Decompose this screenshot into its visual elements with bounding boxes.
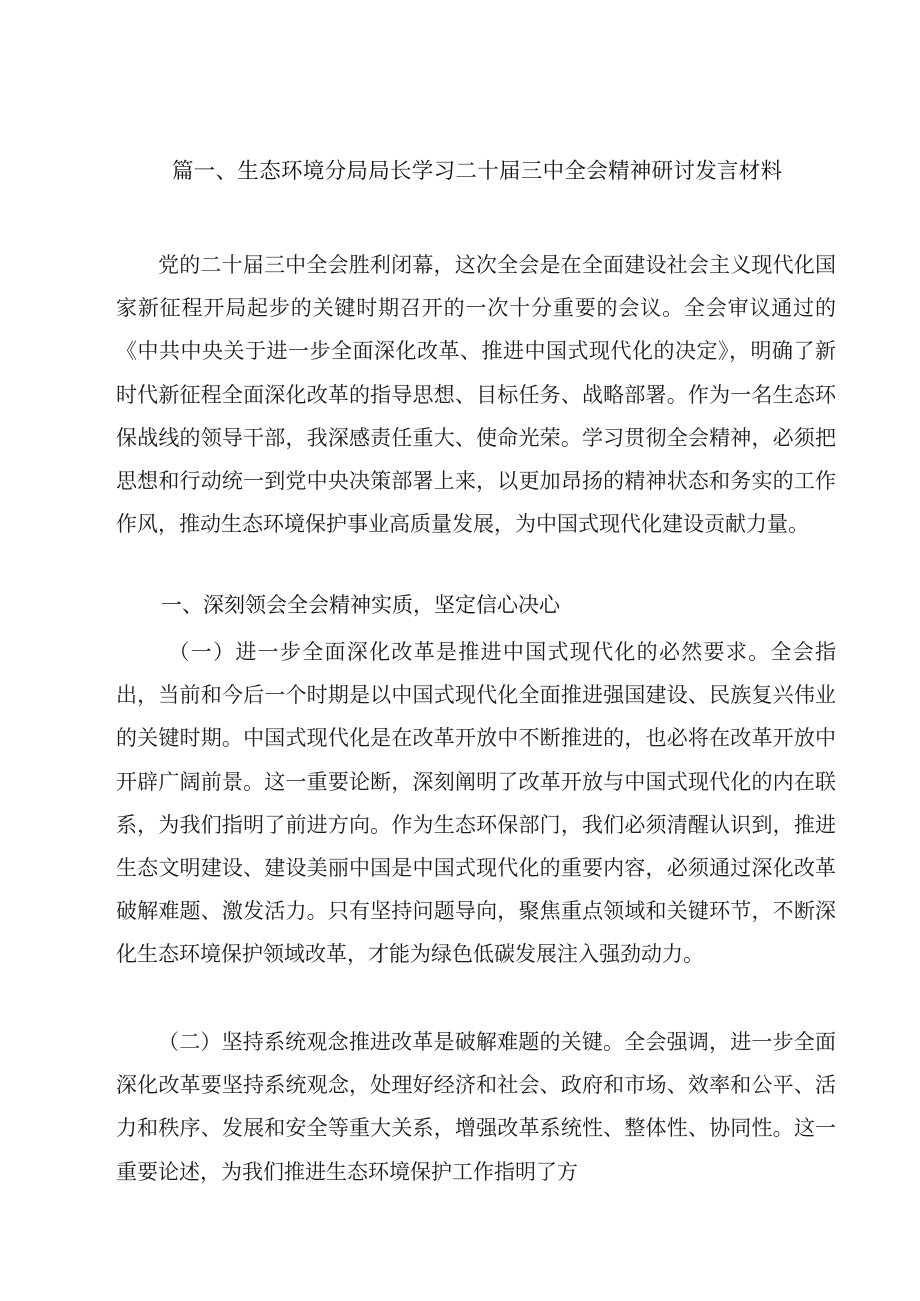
section-heading: 一、深刻领会全会精神实质，坚定信心决心 <box>161 593 560 617</box>
body-paragraph: （一）进一步全面深化改革是推进中国式现代化的必然要求。全会指出，当前和今后一个时期是以中国式现代化全面推进强国建设、民族复兴伟业的关键时期。中国式现代化是在改革开放中不断推进的，也必将在改革开放中开辟广阔前景。这一重要论断，深刻阐明了改革开放与中国式现代化的内在联系，为我们指明了前进方向。作为生态环保部门，我们必须清醒认识到，推进生态文明建设、建设美丽中国是中国式现代化的重要内容，必须通过深化改革破解难题、激发活力。只有坚持问题导向，聚焦重点领域和关键环节，不断深化生态环境保护领域改革，才能为绿色低碳发展注入强劲动力。 <box>116 640 836 967</box>
intro-paragraph: 党的二十届三中全会胜利闭幕，这次全会是在全面建设社会主义现代化国家新征程开局起步的关键时期召开的一次十分重要的会议。全会审议通过的《中共中央关于进一步全面深化改革、推进中国式现代化的决定》，明确了新时代新征程全面深化改革的指导思想、目标任务、战略部署。作为一名生态环保战线的领导干部，我深感责任重大、使命光荣。学习贯彻全会精神，必须把思想和行动统一到党中央决策部署上来，以更加昂扬的精神状态和务实的工作作风，推动生态环境保护事业高质量发展，为中国式现代化建设贡献力量。 <box>116 253 836 537</box>
document-title: 篇一、生态环境分局局长学习二十届三中全会精神研讨发言材料 <box>172 159 783 184</box>
body-paragraph: （二）坚持系统观念推进改革是破解难题的关键。全会强调，进一步全面深化改革要坚持系统观念，处理好经济和社会、政府和市场、效率和公平、活力和秩序、发展和安全等重大关系，增强改革系统性、整体性、协同性。这一重要论述，为我们推进生态环境保护工作指明了方 <box>116 1030 836 1184</box>
